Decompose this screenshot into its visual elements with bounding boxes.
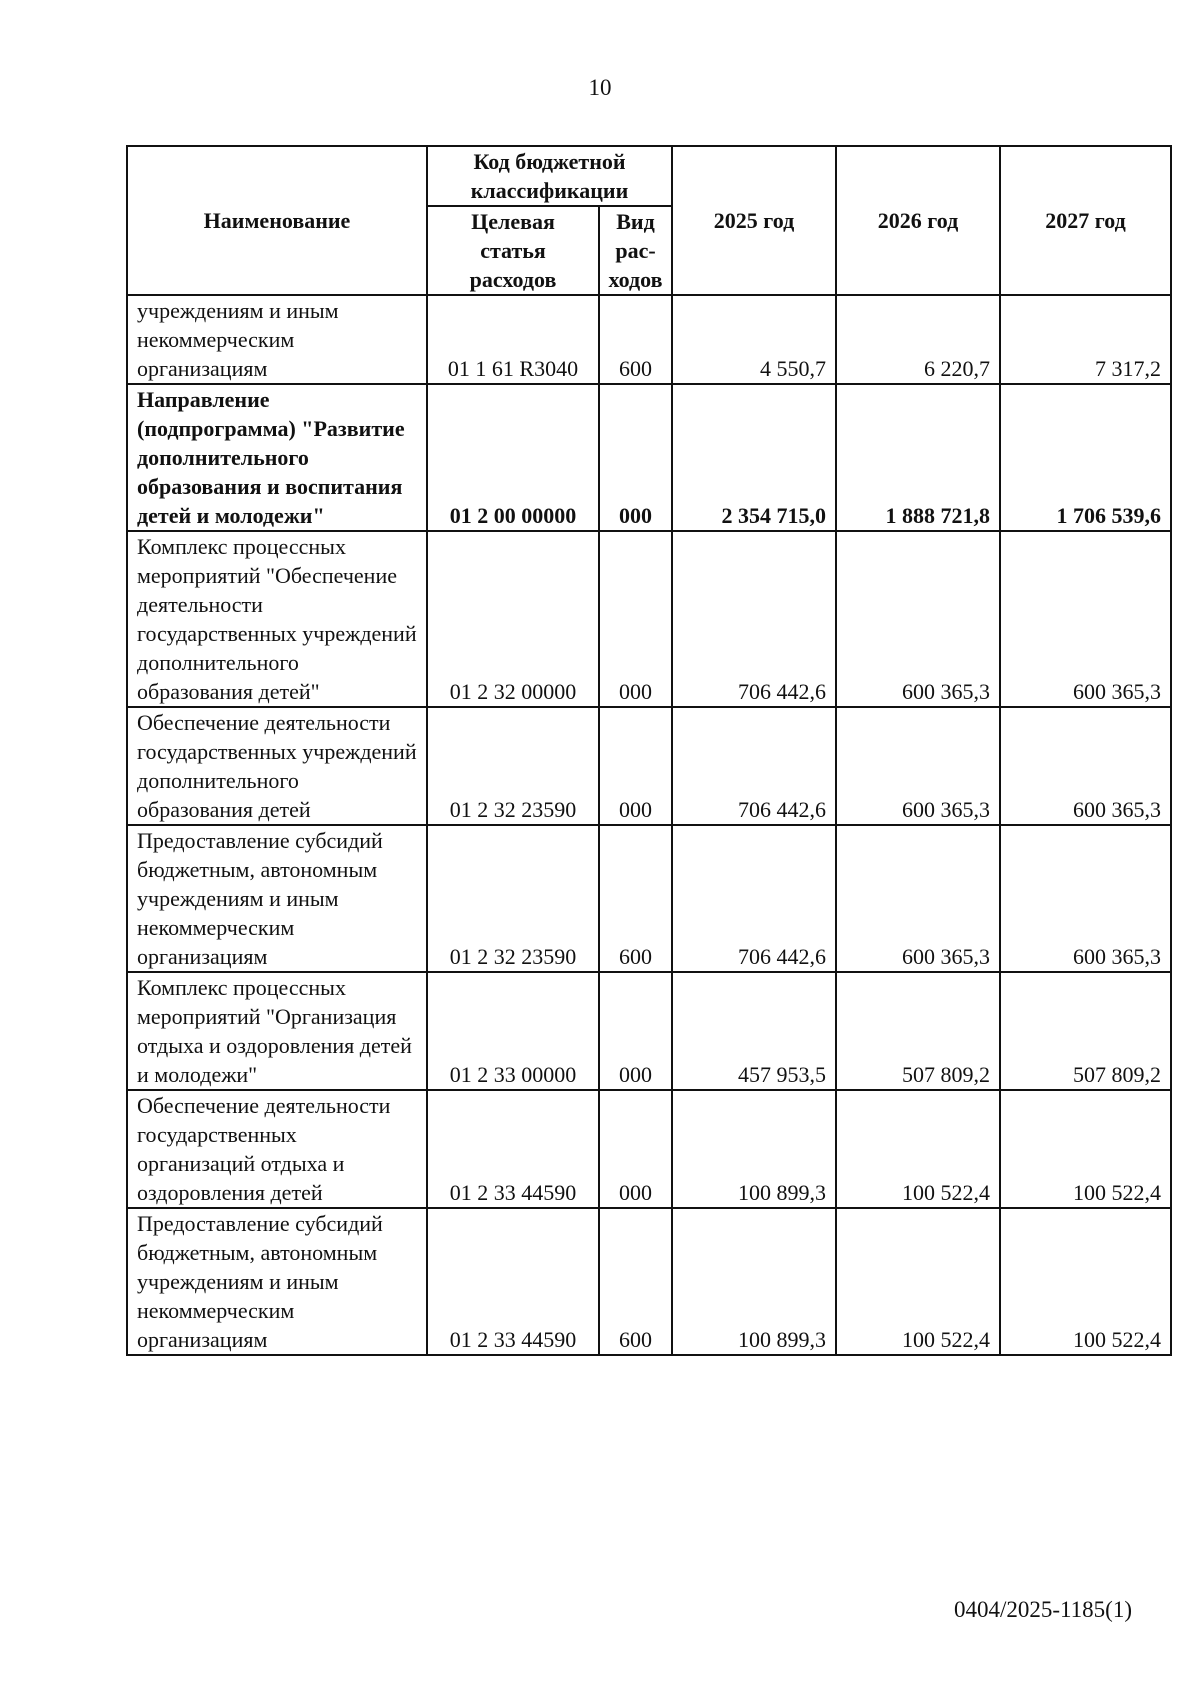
cell-target-article: 01 2 32 23590 (427, 825, 599, 972)
table-row (127, 531, 1171, 707)
cell-expense-kind: 000 (599, 707, 672, 825)
cell-2027: 100 522,4 (1000, 1090, 1171, 1208)
cell-expense-kind: 600 (599, 1208, 672, 1355)
cell-2025: 100 899,3 (672, 1208, 836, 1355)
cell-name: Направление (подпрограмма) "Развитие дополнительного образования и воспитания детей и молодежи" (127, 384, 427, 531)
cell-2025: 706 442,6 (672, 825, 836, 972)
cell-expense-kind: 600 (599, 295, 672, 384)
cell-name: Комплекс процессных мероприятий "Обеспечение деятельности государственных учреждений дополнительного образования детей" (127, 531, 427, 707)
cell-2026: 600 365,3 (836, 531, 1000, 707)
cell-2025: 4 550,7 (672, 295, 836, 384)
page-number: 10 (588, 75, 612, 100)
document-id: 0404/2025-1185(1) (953, 1597, 1132, 1622)
cell-name: Предоставление субсидий бюджетным, автономным учреждениям и иным некоммерческим организациям (127, 1208, 427, 1355)
table-row (127, 295, 1171, 384)
cell-target-article: 01 2 33 44590 (427, 1090, 599, 1208)
header-2027: 2027 год (1000, 146, 1171, 295)
table-row (127, 707, 1171, 825)
cell-2025: 457 953,5 (672, 972, 836, 1090)
header-kbk: Код бюджетной классификации (427, 146, 672, 206)
cell-target-article: 01 2 00 00000 (427, 384, 599, 531)
cell-2027: 7 317,2 (1000, 295, 1171, 384)
cell-name: Предоставление субсидий бюджетным, автономным учреждениям и иным некоммерческим организациям (127, 825, 427, 972)
cell-target-article: 01 2 33 00000 (427, 972, 599, 1090)
header-2025: 2025 год (672, 146, 836, 295)
table-row (127, 1208, 1171, 1355)
cell-expense-kind: 000 (599, 972, 672, 1090)
table-body (127, 295, 1171, 1355)
table-row (127, 825, 1171, 972)
cell-2026: 507 809,2 (836, 972, 1000, 1090)
table-row (127, 384, 1171, 531)
cell-target-article: 01 2 32 00000 (427, 531, 599, 707)
table-row (127, 1090, 1171, 1208)
cell-expense-kind: 000 (599, 531, 672, 707)
cell-2027: 600 365,3 (1000, 531, 1171, 707)
cell-expense-kind: 600 (599, 825, 672, 972)
cell-expense-kind: 000 (599, 384, 672, 531)
cell-2027: 600 365,3 (1000, 707, 1171, 825)
cell-target-article: 01 2 33 44590 (427, 1208, 599, 1355)
cell-2026: 600 365,3 (836, 707, 1000, 825)
cell-name: Комплекс процессных мероприятий "Организация отдыха и оздоровления детей и молодежи" (127, 972, 427, 1090)
header-name: Наименование (127, 146, 427, 295)
cell-target-article: 01 2 32 23590 (427, 707, 599, 825)
header-kind: Вид рас-ходов (599, 206, 672, 295)
header-target: Целевая статья расходов (427, 206, 599, 295)
cell-2025: 2 354 715,0 (672, 384, 836, 531)
budget-table (126, 145, 1172, 1356)
cell-2025: 706 442,6 (672, 531, 836, 707)
header-2026: 2026 год (836, 146, 1000, 295)
cell-2025: 100 899,3 (672, 1090, 836, 1208)
table-row (127, 972, 1171, 1090)
cell-2026: 6 220,7 (836, 295, 1000, 384)
cell-name: учреждениям и иным некоммерческим организациям (127, 295, 427, 384)
cell-2027: 507 809,2 (1000, 972, 1171, 1090)
cell-2026: 100 522,4 (836, 1208, 1000, 1355)
cell-name: Обеспечение деятельности государственных учреждений дополнительного образования детей (127, 707, 427, 825)
cell-2026: 1 888 721,8 (836, 384, 1000, 531)
cell-target-article: 01 1 61 R3040 (427, 295, 599, 384)
cell-2026: 600 365,3 (836, 825, 1000, 972)
table-header (127, 146, 1171, 295)
cell-2027: 100 522,4 (1000, 1208, 1171, 1355)
cell-2026: 100 522,4 (836, 1090, 1000, 1208)
cell-2027: 1 706 539,6 (1000, 384, 1171, 531)
cell-2025: 706 442,6 (672, 707, 836, 825)
cell-expense-kind: 000 (599, 1090, 672, 1208)
cell-2027: 600 365,3 (1000, 825, 1171, 972)
cell-name: Обеспечение деятельности государственных организаций отдыха и оздоровления детей (127, 1090, 427, 1208)
